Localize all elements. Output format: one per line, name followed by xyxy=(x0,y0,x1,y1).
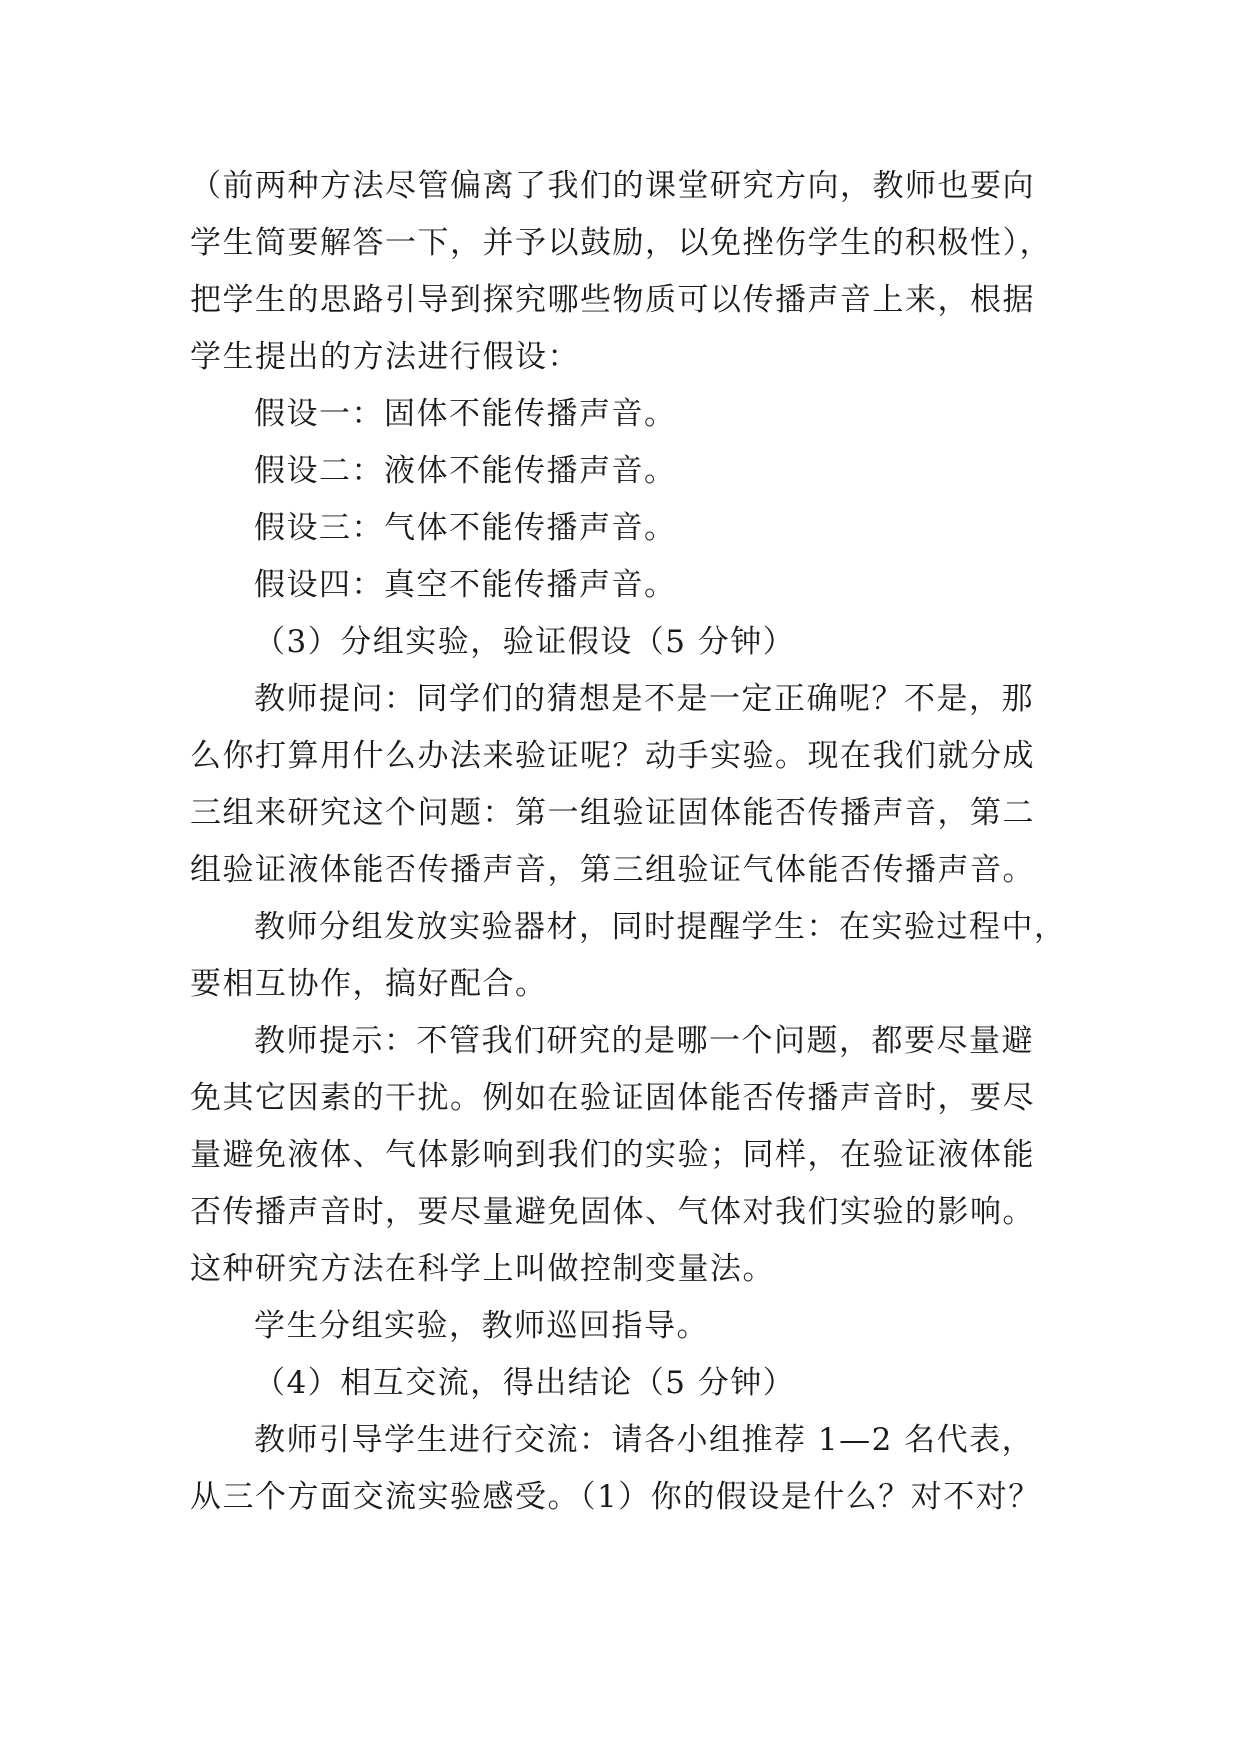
text-line: 把学生的思路引导到探究哪些物质可以传播声音上来，根据 xyxy=(190,282,1035,318)
text-line: 免其它因素的干扰。例如在验证固体能否传播声音时，要尽 xyxy=(190,1080,1035,1116)
hypothesis-line: 假设二：液体不能传播声音。 xyxy=(254,453,677,489)
hypothesis-line: 假设一：固体不能传播声音。 xyxy=(254,396,677,432)
text-line: 从三个方面交流实验感受。（1）你的假设是什么？对不对？ xyxy=(190,1479,1041,1515)
section-heading: （3）分组实验，验证假设（5 分钟） xyxy=(254,624,796,660)
text-line: 要相互协作，搞好配合。 xyxy=(190,966,548,1002)
section-heading: （4）相互交流，得出结论（5 分钟） xyxy=(254,1365,796,1401)
text-line: 学生简要解答一下，并予以鼓励，以免挫伤学生的积极性）， xyxy=(190,225,1052,261)
text-line: 组验证液体能否传播声音，第三组验证气体能否传播声音。 xyxy=(190,852,1035,888)
text-line: 么你打算用什么办法来验证呢？动手实验。现在我们就分成 xyxy=(190,738,1035,774)
text-line: 教师提问：同学们的猜想是不是一定正确呢？不是，那 xyxy=(254,681,1034,717)
text-line: （前两种方法尽管偏离了我们的课堂研究方向，教师也要向 xyxy=(190,168,1035,204)
text-line: 学生分组实验，教师巡回指导。 xyxy=(254,1308,709,1344)
hypothesis-line: 假设三：气体不能传播声音。 xyxy=(254,510,677,546)
text-line: 教师引导学生进行交流：请各小组推荐 1—2 名代表， xyxy=(254,1422,1035,1458)
text-line: 教师提示：不管我们研究的是哪一个问题，都要尽量避 xyxy=(254,1023,1034,1059)
text-line: 量避免液体、气体影响到我们的实验；同样，在验证液体能 xyxy=(190,1137,1035,1173)
text-line: 教师分组发放实验器材，同时提醒学生：在实验过程中， xyxy=(254,909,1067,945)
text-line: 学生提出的方法进行假设： xyxy=(190,339,580,375)
text-line: 否传播声音时，要尽量避免固体、气体对我们实验的影响。 xyxy=(190,1194,1035,1230)
hypothesis-line: 假设四：真空不能传播声音。 xyxy=(254,567,677,603)
text-line: 这种研究方法在科学上叫做控制变量法。 xyxy=(190,1251,775,1287)
text-line: 三组来研究这个问题：第一组验证固体能否传播声音，第二 xyxy=(190,795,1035,831)
